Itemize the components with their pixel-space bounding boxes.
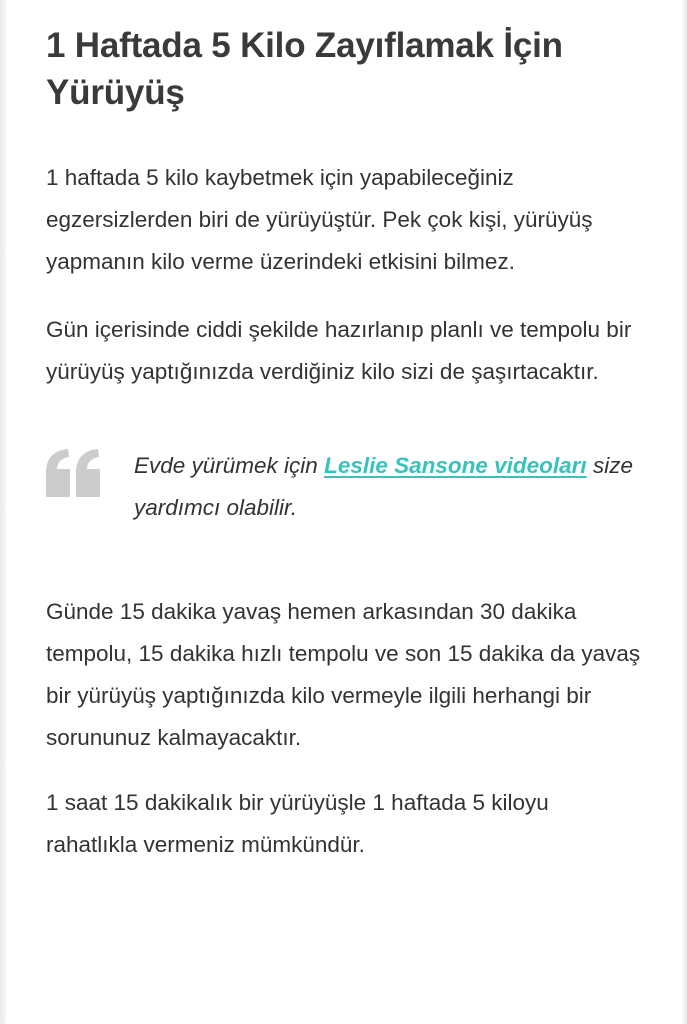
quote-icon — [46, 449, 102, 497]
article-paragraph: 1 haftada 5 kilo kaybetmek için yapabileceğiniz egzersizlerden biri de yürüyüştür. Pek çok kişi, yürüyüş yapmanın kilo verme üzerindeki etkisini bilmez. — [46, 165, 593, 274]
article-content — [46, 0, 646, 866]
quote-text — [134, 445, 646, 529]
article-paragraph: Günde 15 dakika yavaş hemen arkasından 30 dakika tempolu, 15 dakika hızlı tempolu ve son 15 dakika da yavaş bir yürüyüş yaptığınızda kilo vermeyle ilgili herhangi bir sorununuz kalmayacaktır. — [46, 599, 641, 750]
page-border-left — [0, 0, 6, 1024]
page-border-right — [682, 0, 687, 1024]
blockquote — [46, 445, 646, 541]
article-paragraph: Gün içerisinde ciddi şekilde hazırlanıp planlı ve tempolu bir yürüyüş yaptığınızda verdiğiniz kilo sizi de şaşırtacaktır. — [46, 317, 632, 384]
quote-text-before: Evde yürümek için — [134, 453, 325, 478]
quote-text-after: size yardımcı olabilir. — [134, 453, 633, 520]
article-heading: 1 Haftada 5 Kilo Zayıflamak İçin Yürüyüş — [46, 26, 563, 112]
leslie-sansone-link[interactable]: Leslie Sansone videoları — [324, 453, 587, 478]
article-paragraph: 1 saat 15 dakikalık bir yürüyüşle 1 haftada 5 kiloyu rahatlıkla vermeniz mümkündür. — [46, 790, 549, 857]
